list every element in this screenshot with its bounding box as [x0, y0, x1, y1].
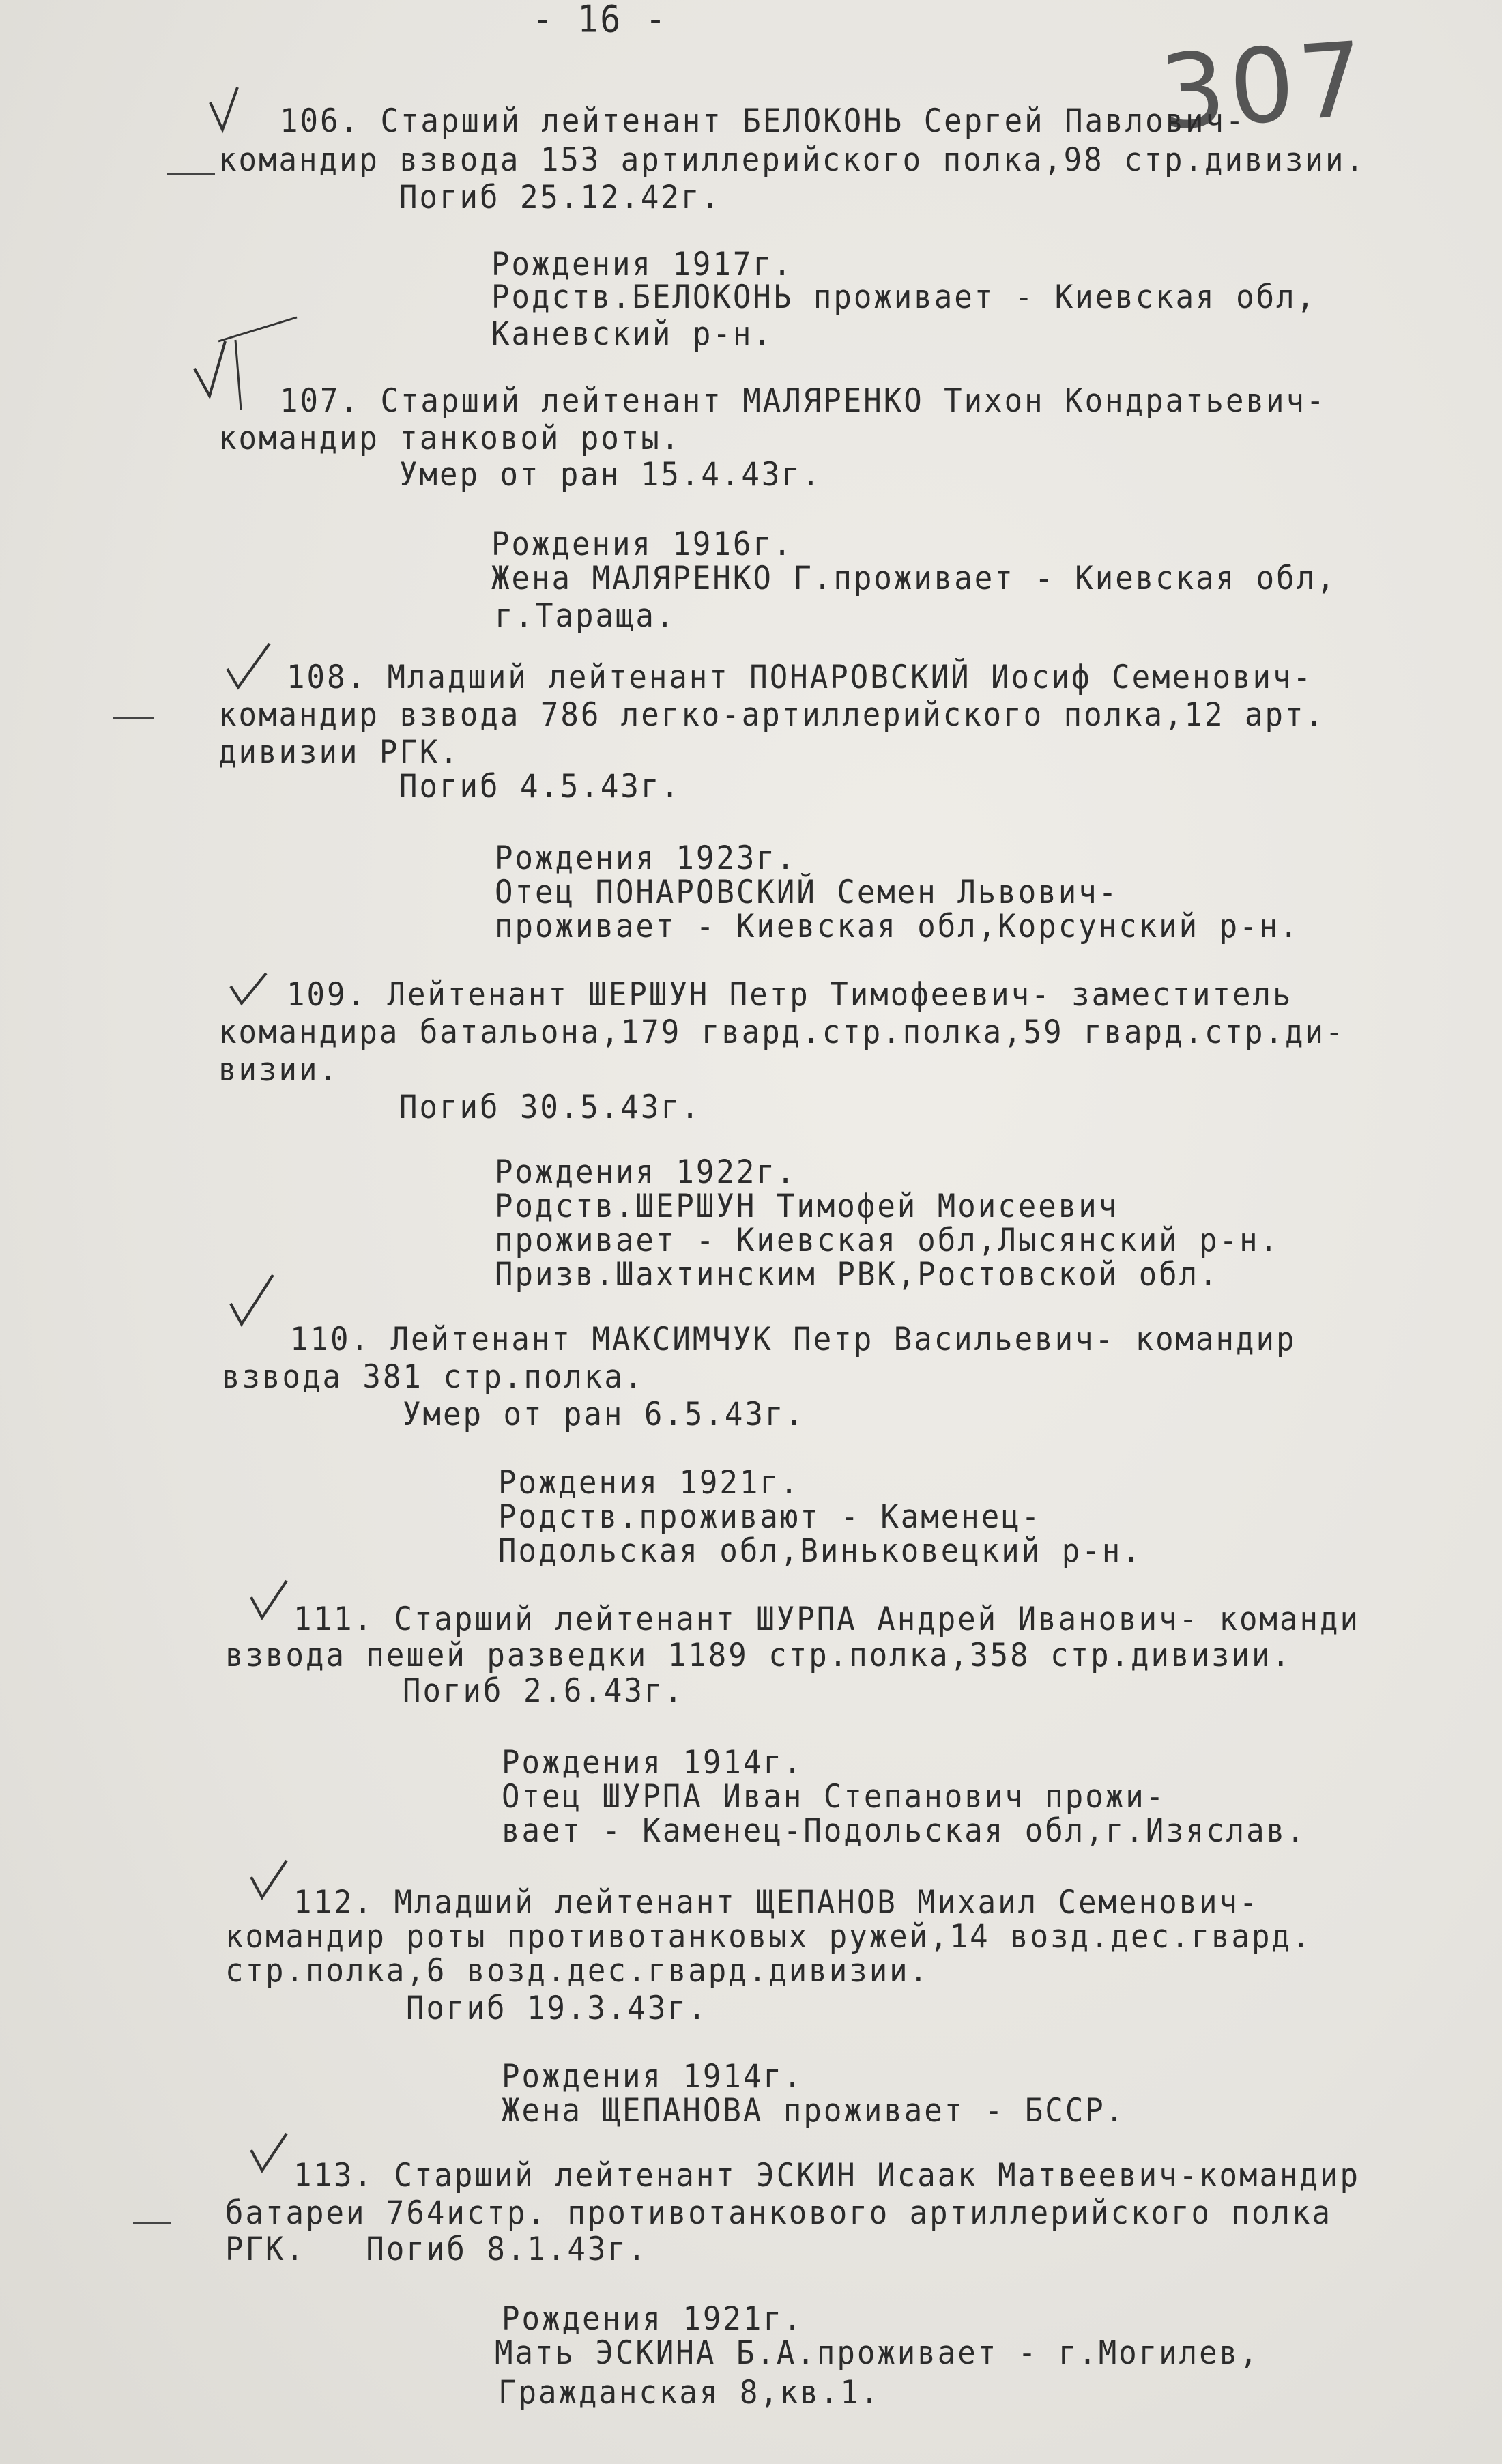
entry-107-line-3: Умер от ран 15.4.43г.: [399, 456, 822, 494]
entry-108-detail-3: проживает - Киевская обл,Корсунский р-н.: [495, 908, 1300, 946]
checkmark-icon: [246, 1857, 293, 1904]
entry-109-detail-3: проживает - Киевская обл,Лысянский р-н.: [495, 1222, 1280, 1260]
entry-111-detail-1: Рождения 1914г.: [502, 1744, 804, 1782]
margin-mark: [167, 173, 215, 175]
entry-111-line-1: 111. Старший лейтенант ШУРПА Андрей Иванович- команди: [293, 1601, 1360, 1639]
entry-106-line-1: 106. Старший лейтенант БЕЛОКОНЬ Сергей Павлович-: [280, 102, 1246, 141]
entry-106-detail-1: Рождения 1917г.: [491, 246, 794, 284]
entry-109-line-4: Погиб 30.5.43г.: [399, 1089, 702, 1127]
entry-106-detail-3: Каневский р-н.: [491, 315, 773, 354]
entry-113-line-1: 113. Старший лейтенант ЭСКИН Исаак Матвеевич-командир: [293, 2157, 1360, 2195]
entry-108-line-3: дивизии РГК.: [218, 734, 460, 772]
entry-108-line-2: командир взвода 786 легко-артиллерийского полка,12 арт.: [218, 696, 1325, 734]
entry-110-detail-3: Подольская обл,Виньковецкий р-н.: [498, 1532, 1142, 1571]
entry-109-detail-1: Рождения 1922г.: [495, 1154, 797, 1192]
entry-107-detail-3: г.Тараща.: [495, 597, 676, 635]
entry-112-detail-2: Жена ЩЕПАНОВА проживает - БССР.: [502, 2092, 1126, 2130]
entry-108-detail-2: Отец ПОНАРОВСКИЙ Семен Львович-: [495, 874, 1119, 912]
entry-110-line-3: Умер от ран 6.5.43г.: [403, 1396, 805, 1434]
entry-106-line-3: Погиб 25.12.42г.: [399, 179, 721, 217]
entry-112-line-2: командир роты противотанковых ружей,14 возд.дес.гвард.: [225, 1918, 1312, 1956]
entry-106-line-2: командир взвода 153 артиллерийского полка,98 стр.дивизии.: [218, 141, 1366, 180]
checkmark-icon: [246, 2130, 293, 2177]
entry-108-line-1: 108. Младший лейтенант ПОНАРОВСКИЙ Иосиф Семенович-: [287, 659, 1314, 697]
entry-111-line-2: взвода пешей разведки 1189 стр.полка,358 стр.дивизии.: [225, 1637, 1292, 1675]
page-number: - 16 -: [532, 0, 668, 41]
entry-110-line-1: 110. Лейтенант МАКСИМЧУК Петр Васильевич- командир: [290, 1321, 1297, 1359]
entry-108-detail-1: Рождения 1923г.: [495, 840, 797, 878]
entry-112-line-4: Погиб 19.3.43г.: [406, 1990, 708, 2028]
entry-109-detail-2: Родств.ШЕРШУН Тимофей Моисеевич: [495, 1188, 1119, 1226]
archive-number: 307: [1156, 20, 1372, 154]
entry-106-detail-2: Родств.БЕЛОКОНЬ проживает - Киевская обл,: [491, 278, 1317, 317]
entry-109-line-1: 109. Лейтенант ШЕРШУН Петр Тимофеевич- заместитель: [287, 976, 1293, 1014]
entry-107-line-2: командир танковой роты.: [218, 420, 682, 458]
checkmark-icon: [205, 82, 246, 137]
entry-107-detail-2: Жена МАЛЯРЕНКО Г.проживает - Киевская обл,: [491, 560, 1337, 598]
entry-113-detail-2: Мать ЭСКИНА Б.А.проживает - г.Могилев,: [495, 2334, 1260, 2373]
entry-110-detail-2: Родств.проживают - Каменец-: [498, 1498, 1042, 1536]
entry-113-line-2: батареи 764истр. противотанкового артиллерийского полка: [225, 2194, 1332, 2233]
checkmark-icon: [222, 638, 276, 693]
entry-107-line-1: 107. Старший лейтенант МАЛЯРЕНКО Тихон Кондратьевич-: [280, 382, 1327, 420]
entry-109-detail-4: Призв.Шахтинским РВК,Ростовской обл.: [495, 1256, 1219, 1294]
entry-113-detail-3: Гражданская 8,кв.1.: [498, 2374, 881, 2412]
entry-107-detail-1: Рождения 1916г.: [491, 526, 794, 564]
entry-111-line-3: Погиб 2.6.43г.: [403, 1672, 684, 1710]
entry-109-line-2: командира батальона,179 гвард.стр.полка,59 гвард.стр.ди-: [218, 1014, 1346, 1052]
entry-111-detail-3: вает - Каменец-Подольская обл,г.Изяслав.: [502, 1812, 1307, 1850]
entry-111-detail-2: Отец ШУРПА Иван Степанович прожи-: [502, 1778, 1166, 1816]
margin-mark: [133, 2222, 171, 2224]
checkmark-icon: [246, 1577, 293, 1624]
entry-112-line-3: стр.полка,6 возд.дес.гвард.дивизии.: [225, 1952, 930, 1990]
entry-112-detail-1: Рождения 1914г.: [502, 2058, 804, 2096]
entry-113-detail-1: Рождения 1921г.: [502, 2300, 804, 2338]
entry-110-detail-1: Рождения 1921г.: [498, 1464, 800, 1502]
entry-113-line-3: РГК. Погиб 8.1.43г.: [225, 2231, 648, 2269]
entry-112-line-1: 112. Младший лейтенант ЩЕПАНОВ Михаил Семенович-: [293, 1884, 1260, 1922]
checkmark-icon: [225, 1270, 280, 1331]
margin-mark: [113, 717, 154, 719]
entry-109-line-3: визии.: [218, 1051, 339, 1089]
entry-108-line-4: Погиб 4.5.43г.: [399, 768, 681, 806]
entry-110-line-2: взвода 381 стр.полка.: [222, 1358, 645, 1396]
checkmark-icon: [225, 969, 273, 1010]
